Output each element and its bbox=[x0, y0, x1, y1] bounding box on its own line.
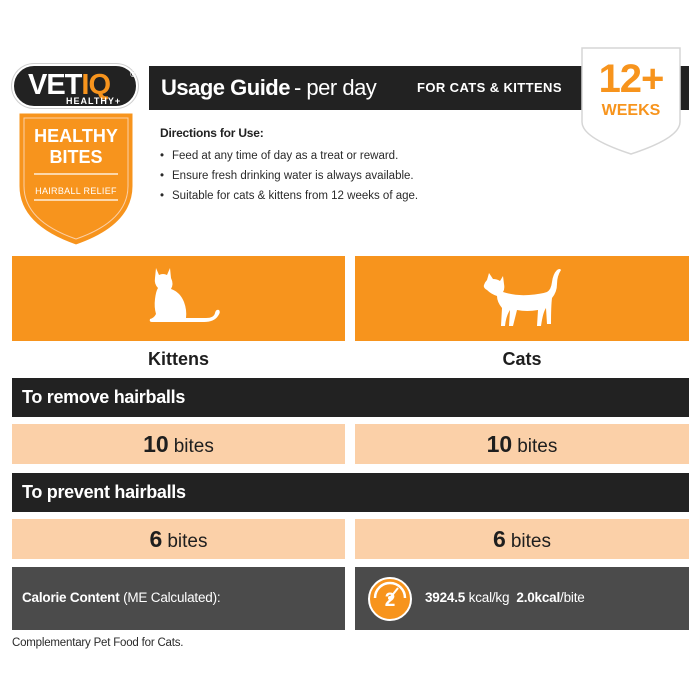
calorie-label-note: (ME Calculated): bbox=[123, 590, 221, 605]
kittens-prevent-dose bbox=[12, 519, 345, 559]
title-suffix: - per day bbox=[293, 75, 377, 100]
cats-column-label: Cats bbox=[502, 349, 542, 369]
shield-subtitle: HAIRBALL RELIEF bbox=[35, 186, 117, 196]
dose-quantity: 10 bbox=[143, 431, 169, 457]
kittens-image-panel bbox=[12, 256, 345, 341]
list-item: • Feed at any time of day as a treat or reward. bbox=[160, 146, 460, 166]
shield-title-line-2: BITES bbox=[49, 147, 103, 167]
cats-prevent-dose bbox=[355, 519, 689, 559]
list-item: • Ensure fresh drinking water is always available. bbox=[160, 166, 460, 186]
weeks-label: WEEKS bbox=[601, 102, 661, 119]
kcal-per-bite-unit: /bite bbox=[560, 590, 585, 605]
calorie-value-box bbox=[355, 567, 689, 630]
cats-image-panel bbox=[355, 256, 689, 341]
prevent-hairballs-header bbox=[12, 473, 689, 512]
directions-section bbox=[160, 126, 460, 206]
footnote: Complementary Pet Food for Cats. bbox=[12, 637, 184, 649]
section-heading: To remove hairballs bbox=[22, 387, 186, 407]
kcal-per-kg-unit: kcal/kg bbox=[468, 590, 510, 605]
weeks-value: 12+ bbox=[598, 57, 664, 101]
dose-quantity: 10 bbox=[486, 431, 513, 457]
cats-remove-dose bbox=[355, 424, 689, 464]
kcal-per-bite-value: 2.0kcal bbox=[516, 590, 561, 605]
shield-title-line-1: HEALTHY bbox=[34, 126, 118, 146]
gauge-number: 2 bbox=[384, 590, 396, 611]
brand-logo bbox=[12, 64, 138, 108]
calorie-label bbox=[22, 588, 220, 608]
logo-iq-text: IQ bbox=[81, 69, 111, 101]
directions-title: Directions for Use: bbox=[160, 126, 264, 140]
age-badge bbox=[580, 46, 682, 156]
standing-cat-icon bbox=[477, 264, 567, 332]
kittens-column-label: Kittens bbox=[147, 349, 209, 369]
kcal-per-kg-value: 3924.5 bbox=[425, 590, 466, 605]
logo-subtext: HEALTHY+ bbox=[66, 96, 122, 106]
calorie-values bbox=[425, 588, 585, 608]
dose-unit: bites bbox=[167, 531, 208, 552]
dose-quantity: 6 bbox=[493, 526, 506, 552]
title-main: Usage Guide bbox=[161, 75, 290, 100]
dose-unit: bites bbox=[173, 436, 214, 457]
product-shield-badge bbox=[14, 108, 138, 248]
calorie-label-box bbox=[12, 567, 345, 630]
dose-unit: bites bbox=[517, 436, 558, 457]
audience-label: FOR CATS & KITTENS bbox=[417, 80, 562, 95]
registered-mark: ® bbox=[130, 69, 137, 79]
kittens-remove-dose bbox=[12, 424, 345, 464]
logo-vet-text: VET bbox=[28, 69, 82, 101]
section-heading: To prevent hairballs bbox=[22, 482, 186, 502]
dose-unit: bites bbox=[510, 531, 551, 552]
calorie-label-main: Calorie Content bbox=[22, 590, 120, 605]
remove-hairballs-header bbox=[12, 378, 689, 417]
directions-list bbox=[160, 146, 460, 206]
dose-quantity: 6 bbox=[149, 526, 163, 552]
page-title bbox=[161, 75, 376, 101]
list-item: • Suitable for cats & kittens from 12 weeks of age. bbox=[160, 186, 460, 206]
sitting-cat-icon bbox=[134, 264, 224, 326]
